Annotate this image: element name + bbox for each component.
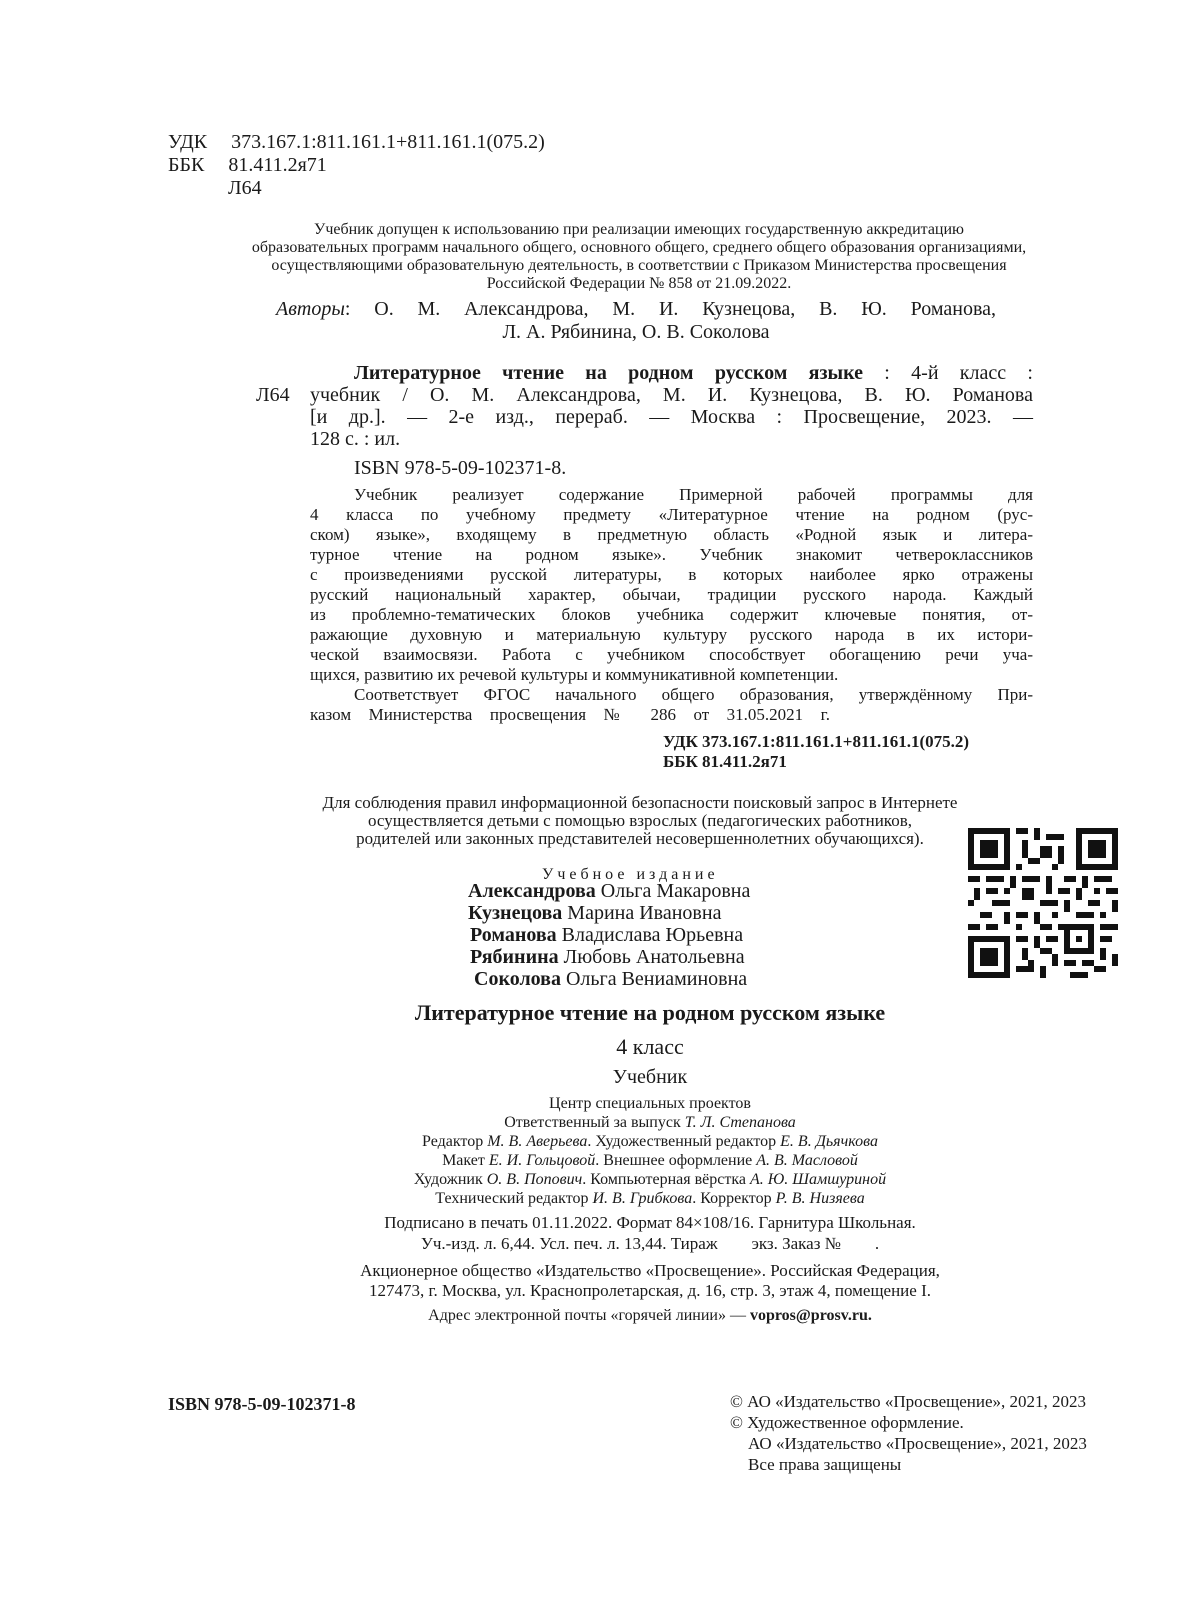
biblio-mark: Л64 bbox=[256, 384, 290, 406]
biblio-line1 bbox=[354, 362, 1033, 384]
biblio-line3: [и др.]. — 2-е изд., перераб. — Москва : Просвещение, 2023. — bbox=[310, 406, 1033, 428]
tech-line bbox=[300, 1189, 1000, 1208]
biblio-isbn: ISBN 978-5-09-102371-8. bbox=[354, 457, 567, 479]
artist-label: Художник bbox=[413, 1171, 483, 1188]
proof-label: . Корректор bbox=[692, 1190, 772, 1207]
approval-line: осуществляющими образовательную деятельность, в соответствии с Приказом Министерства просвещения bbox=[271, 257, 1007, 274]
book-kind: Учебник bbox=[612, 1066, 688, 1088]
author-surname: Рябинина bbox=[470, 946, 559, 968]
tech-label: Технический редактор bbox=[435, 1190, 589, 1207]
author-name bbox=[470, 924, 743, 946]
proof-name: Р. В. Низяева bbox=[775, 1190, 865, 1207]
editor-line bbox=[300, 1132, 1000, 1151]
print-info-line: Уч.-изд. л. 6,44. Усл. печ. л. 13,44. Тираж экз. Заказ № . bbox=[420, 1234, 880, 1253]
author-mark: Л64 bbox=[228, 177, 262, 199]
email-line bbox=[250, 1306, 1050, 1325]
author-given: Любовь Анатольевна bbox=[563, 946, 745, 968]
typeset-name: А. Ю. Шамшуриной bbox=[750, 1171, 887, 1188]
biblio-line4: 128 с. : ил. bbox=[310, 428, 401, 450]
author-name bbox=[474, 968, 747, 990]
approval-line: образовательных программ начального общего, основного общего, среднего общего образования организациями, bbox=[251, 239, 1027, 256]
author-surname: Романова bbox=[470, 924, 557, 946]
bbk-value: 81.411.2я71 bbox=[228, 154, 327, 176]
copyright-line: АО «Издательство «Просвещение», 2021, 2023 bbox=[748, 1434, 1087, 1453]
responsible-name: Т. Л. Степанова bbox=[684, 1114, 796, 1131]
author-surname: Александрова bbox=[468, 880, 596, 902]
copyright-line: © АО «Издательство «Просвещение», 2021, 2023 bbox=[730, 1392, 1087, 1411]
bbk-bottom: ББК 81.411.2я71 bbox=[663, 752, 787, 771]
annotation-line: ражающие духовную и материальную культуру русского народа в их истори- bbox=[310, 625, 1033, 644]
artist-name: О. В. Попович bbox=[486, 1171, 583, 1188]
annotation-line: щихся, развитию их речевой культуры и коммуникативной компетенции. bbox=[310, 665, 839, 684]
authors-line1: О. М. Александрова, М. И. Кузнецова, В. Ю. Романова, bbox=[374, 298, 997, 320]
isbn-bottom: ISBN 978-5-09-102371-8 bbox=[168, 1394, 356, 1414]
fgos-line: Соответствует ФГОС начального общего образования, утверждённому При- bbox=[354, 685, 1033, 704]
annotation-line: из проблемно-тематических блоков учебника содержит ключевые понятия, от- bbox=[310, 605, 1033, 624]
biblio-line2: учебник / О. М. Александрова, М. И. Кузнецова, В. Ю. Романова bbox=[310, 384, 1033, 406]
annotation-line: ческой взаимосвязи. Работа с учебником способствует обогащению речи уча- bbox=[310, 645, 1033, 664]
responsible-line bbox=[350, 1113, 950, 1132]
qr-code-image bbox=[968, 828, 1118, 978]
annotation-line: русский национальный характер, обычаи, традиции русского народа. Каждый bbox=[310, 585, 1033, 604]
fgos-line: казом Министерства просвещения № 286 от 31.05.2021 г. bbox=[310, 705, 830, 724]
annotation-line: ском) языке», входящему в предметную область «Родной язык и литера- bbox=[310, 525, 1033, 544]
print-info-line: Подписано в печать 01.11.2022. Формат 84×108/16. Гарнитура Школьная. bbox=[384, 1213, 916, 1232]
authors-line2: Л. А. Рябинина, О. В. Соколова bbox=[502, 321, 770, 343]
email-label: Адрес электронной почты «горячей линии» — bbox=[428, 1307, 750, 1324]
authors-label: Авторы bbox=[276, 298, 345, 320]
approval-line: Российской Федерации № 858 от 21.09.2022. bbox=[486, 275, 792, 292]
responsible-label: Ответственный за выпуск bbox=[504, 1114, 681, 1131]
editor-label: Редактор bbox=[422, 1133, 484, 1150]
publisher-line: 127473, г. Москва, ул. Краснопролетарская, д. 16, стр. 3, этаж 4, помещение I. bbox=[368, 1281, 931, 1300]
author-given: Ольга Вениаминовна bbox=[565, 968, 748, 990]
art-editor-label: . Художественный редактор bbox=[587, 1133, 777, 1150]
artist-line bbox=[300, 1170, 1000, 1189]
copyright-line: Все права защищены bbox=[748, 1455, 902, 1474]
safety-line: родителей или законных представителей несовершеннолетних обучающихся). bbox=[356, 829, 924, 848]
layout-name: Е. И. Гольцовой bbox=[488, 1152, 596, 1169]
design-name: А. В. Масловой bbox=[756, 1152, 858, 1169]
edition-type: Учебное издание bbox=[542, 866, 719, 883]
layout-label: Макет bbox=[442, 1152, 485, 1169]
udk-bottom: УДК 373.167.1:811.161.1+811.161.1(075.2) bbox=[663, 732, 970, 751]
author-name bbox=[468, 902, 721, 924]
copyright-line: © Художественное оформление. bbox=[730, 1413, 964, 1432]
udk-value: 373.167.1:811.161.1+811.161.1(075.2) bbox=[231, 131, 545, 153]
udk-line bbox=[168, 131, 545, 153]
center-line: Центр специальных проектов bbox=[549, 1095, 751, 1112]
safety-line: осуществляется детьми с помощью взрослых (педагогических работников, bbox=[368, 811, 912, 830]
author-name bbox=[468, 880, 750, 902]
annotation-line: 4 класса по учебному предмету «Литературное чтение на родном (рус- bbox=[310, 505, 1033, 524]
art-editor-name: Е. В. Дьячкова bbox=[780, 1133, 878, 1150]
approval-line: Учебник допущен к использованию при реализации имеющих государственную аккредитацию bbox=[314, 221, 964, 238]
annotation-line: турное чтение на родном языке». Учебник знакомит четвероклассников bbox=[310, 545, 1033, 564]
annotation-line: с произведениями русской литературы, в которых наиболее ярко отражены bbox=[310, 565, 1033, 584]
biblio-title: Литературное чтение на родном русском языке bbox=[354, 362, 864, 384]
editor-name: М. В. Аверьева bbox=[487, 1133, 588, 1150]
design-label: . Внешнее оформление bbox=[595, 1152, 753, 1169]
author-name bbox=[470, 946, 745, 968]
author-surname: Кузнецова bbox=[468, 902, 563, 924]
author-given: Владислава Юрьевна bbox=[561, 924, 744, 946]
bbk-label: ББК bbox=[168, 154, 205, 176]
typeset-label: . Компьютерная вёрстка bbox=[582, 1171, 746, 1188]
biblio-title-rest: : 4-й класс : bbox=[863, 362, 1033, 384]
email-address: vopros@prosv.ru. bbox=[749, 1307, 872, 1324]
book-title: Литературное чтение на родном русском языке bbox=[414, 1000, 886, 1025]
tech-name: И. В. Грибкова bbox=[592, 1190, 693, 1207]
author-given: Марина Ивановна bbox=[567, 902, 722, 924]
annotation-line: Учебник реализует содержание Примерной рабочей программы для bbox=[354, 485, 1033, 504]
bbk-line bbox=[168, 154, 327, 176]
author-surname: Соколова bbox=[474, 968, 561, 990]
udk-label: УДК bbox=[168, 131, 208, 153]
layout-line bbox=[300, 1151, 1000, 1170]
publisher-line: Акционерное общество «Издательство «Просвещение». Российская Федерация, bbox=[360, 1261, 940, 1280]
authors-line: Авторы: О. М. Александрова, М. И. Кузнецова, В. Ю. Романова, bbox=[276, 298, 997, 320]
grade: 4 класс bbox=[616, 1034, 684, 1059]
safety-line: Для соблюдения правил информационной безопасности поисковый запрос в Интернете bbox=[322, 793, 958, 812]
author-given: Ольга Макаровна bbox=[600, 880, 751, 902]
